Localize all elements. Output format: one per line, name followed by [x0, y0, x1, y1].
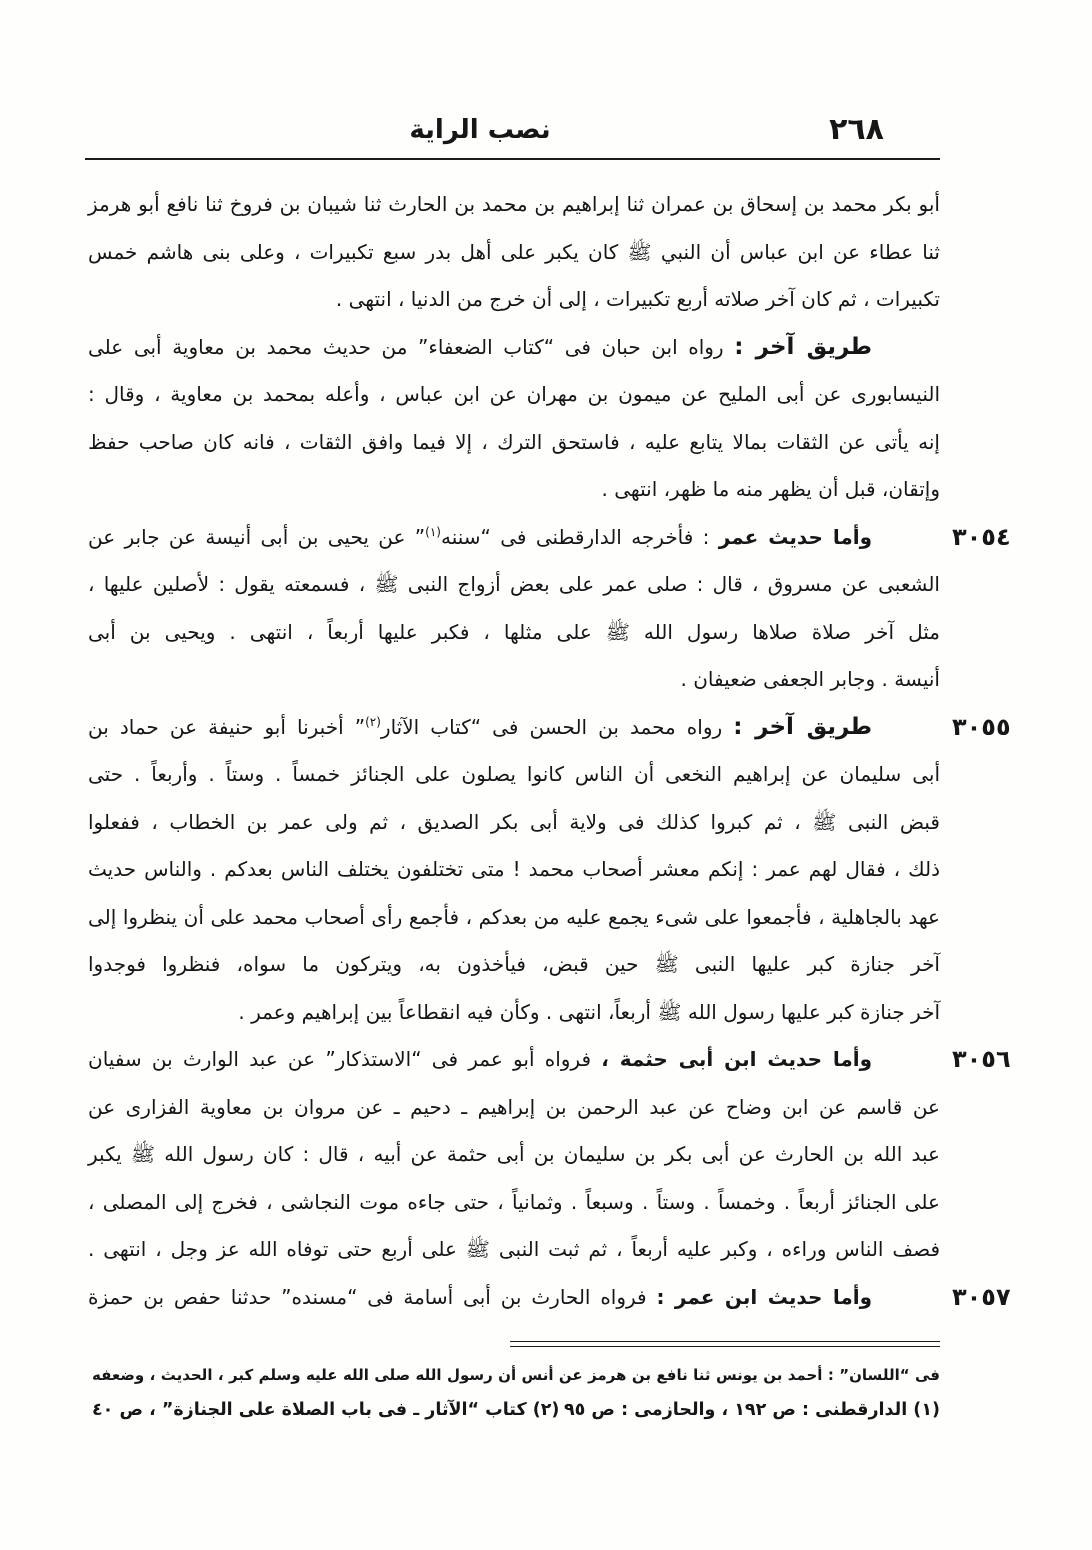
footnote-1: (١) الدارقطنى : ص ١٩٢ ، والحازمى : ص ٩٥	[563, 1400, 940, 1420]
section-lead: وأما حديث ابن عمر :	[656, 1284, 872, 1309]
text-line	[88, 609, 940, 657]
line-text: قبض النبى ﷺ ، ثم كبروا كذلك فى ولاية أبى بكر الصديق ، ثم ولى عمر بن الخطاب ، ففعلوا	[88, 809, 940, 834]
line-text: آخر جنازة كبر عليها النبى ﷺ حين قبض، فيأخذون به، ويتركون ما سواه، فنظروا فوجدوا	[88, 952, 940, 976]
line-text: ” عن يحيى بن أبى أنيسة عن جابر عن	[88, 524, 426, 549]
text-line	[88, 751, 940, 799]
line-text: النيسابورى عن أبى المليح عن ميمون بن مهران عن ابن عباس ، وأعله بمحمد بن معاوية ، وقال :	[88, 382, 940, 406]
text-line	[88, 561, 940, 609]
line-text: أبو بكر محمد بن إسحاق بن عمران ثنا إبراهيم بن محمد بن الحارث ثنا شيبان بن فروخ ثنا نافع أبو هرمز	[88, 192, 940, 216]
text-line	[88, 371, 940, 419]
footnote-rule	[510, 1341, 940, 1347]
page-number: ٢٦٨	[829, 112, 884, 147]
text-line	[88, 846, 940, 894]
line-text: عن قاسم عن ابن وضاح عن عبد الرحمن بن إبراهيم ـ دحيم ـ عن مروان بن معاوية الفزارى عن	[88, 1094, 940, 1119]
line-text: رواه ابن حبان فى “كتاب الضعفاء” من حديث محمد بن معاوية أبى على	[88, 334, 724, 359]
text-line	[88, 704, 1011, 752]
line-text: فرواه أبو عمر فى “الاستذكار” عن عبد الوارث بن سفيان	[88, 1047, 592, 1071]
text-line	[88, 1084, 940, 1132]
section-lead: طريق آخر :	[733, 713, 873, 740]
section-lead: وأما حديث عمر	[718, 524, 873, 549]
line-text: عبد الله بن الحارث عن أبى بكر بن سليمان بن أبى حثمة عن أبيه ، قال : كان رسول الله ﷺ يكبر	[88, 1142, 940, 1166]
text-line	[88, 229, 940, 277]
line-text: الشعبى عن مسروق ، قال : صلى عمر على بعض أزواج النبى ﷺ ، فسمعته يقول : لأصلين عليها ،	[88, 572, 940, 596]
text-line	[88, 1179, 940, 1227]
line-text: أبى سليمان عن إبراهيم النخعى أن الناس كانوا يصلون على الجنائز خمساً . وستاً . وأربعاً . حتى	[88, 762, 940, 786]
line-text: تكبيرات ، ثم كان آخر صلاته أربع تكبيرات ، إلى أن خرج من الدنيا ، انتهى .	[335, 287, 940, 311]
footnote-2: (٢) كتاب “الآثار ـ فى باب الصلاة على الجنازة” ، ص ٤٠	[92, 1400, 560, 1420]
entry-number: ٣٠٥٤	[952, 522, 1011, 551]
entry-number: ٣٠٥٥	[952, 712, 1011, 741]
footnote-marker: (٢)	[365, 714, 381, 729]
footnotes	[92, 1358, 940, 1428]
section-lead: وأما حديث ابن أبى حثمة ،	[601, 1047, 873, 1071]
text-line	[88, 1226, 940, 1274]
footnote-continuation: فى “اللسان” : أحمد بن يونس ثنا نافع بن هرمز عن أنس أن رسول الله صلى الله عليه وسلم كبر ، الحديث ، وضعفه	[92, 1366, 940, 1384]
line-text: ” أخبرنا أبو حنيفة عن حماد بن	[88, 714, 366, 739]
line-text: ذلك ، فقال لهم عمر : إنكم معشر أصحاب محمد ! متى تختلفون يختلف الناس بعدكم . والناس حديث	[88, 857, 940, 881]
line-text: إنه يأتى عن الثقات بمالا يتابع عليه ، فاستحق الترك ، إلا فيما وافق الثقات ، فانه كان صاحب حفظ	[88, 429, 940, 454]
footnote-row	[92, 1393, 940, 1428]
line-text: فرواه الحارث بن أبى أسامة فى “مسنده” حدثنا حفص بن حمزة	[88, 1284, 647, 1309]
line-text: ثنا عطاء عن ابن عباس أن النبي ﷺ كان يكبر على أهل بدر سبع تكبيرات ، وعلى بنى هاشم خمس	[88, 239, 940, 264]
text-line	[88, 181, 940, 229]
text-line	[88, 324, 940, 372]
text-line	[88, 989, 940, 1037]
line-text: : فأخرجه الدارقطنى فى “سننه	[440, 524, 710, 549]
text-line	[88, 656, 940, 704]
text-line	[88, 419, 940, 467]
text-line	[88, 894, 940, 942]
entry-number: ٣٠٥٧	[952, 1282, 1011, 1311]
line-text: وإتقان، قبل أن يظهر منه ما ظهر، انتهى .	[601, 477, 940, 501]
main-text	[88, 181, 1011, 1321]
running-title: نصب الراية	[409, 115, 551, 145]
text-line	[88, 1274, 1011, 1322]
header-rule	[85, 158, 940, 160]
section-lead: طريق آخر :	[734, 333, 872, 360]
text-line	[88, 1036, 1011, 1084]
text-line	[88, 514, 1011, 562]
line-text: آخر جنازة كبر عليها رسول الله ﷺ أربعاً، انتهى . وكأن فيه انقطاعاً بين إبراهيم وعمر .	[238, 999, 940, 1024]
line-text: أنيسة . وجابر الجعفى ضعيفان .	[680, 667, 940, 691]
text-line	[88, 799, 940, 847]
entry-number: ٣٠٥٦	[952, 1045, 1011, 1073]
text-line	[88, 941, 940, 989]
line-text: عهد بالجاهلية ، فأجمعوا على شىء يجمع عليه من بعدكم ، فأجمع رأى أصحاب محمد على أن ينظروا إلى	[88, 904, 940, 929]
line-text: على الجنائز أربعاً . وخمساً . وستاً . وسبعاً . وثمانياً ، حتى جاءه موت النجاشى ، فخرج إلى المصلى ،	[88, 1189, 940, 1214]
line-text: رواه محمد بن الحسن فى “كتاب الآثار	[380, 714, 723, 739]
text-line	[88, 466, 940, 514]
footnote-marker: (١)	[425, 524, 441, 539]
text-line	[88, 1131, 940, 1179]
line-text: فصف الناس وراءه ، وكبر عليه أربعاً ، ثم ثبت النبى ﷺ على أربع حتى توفاه الله عز وجل ، انتهى .	[88, 1237, 940, 1261]
text-line	[88, 276, 940, 324]
line-text: مثل آخر صلاة صلاها رسول الله ﷺ على مثلها ، فكبر عليها أربعاً ، انتهى . ويحيى بن أبى	[88, 619, 940, 644]
